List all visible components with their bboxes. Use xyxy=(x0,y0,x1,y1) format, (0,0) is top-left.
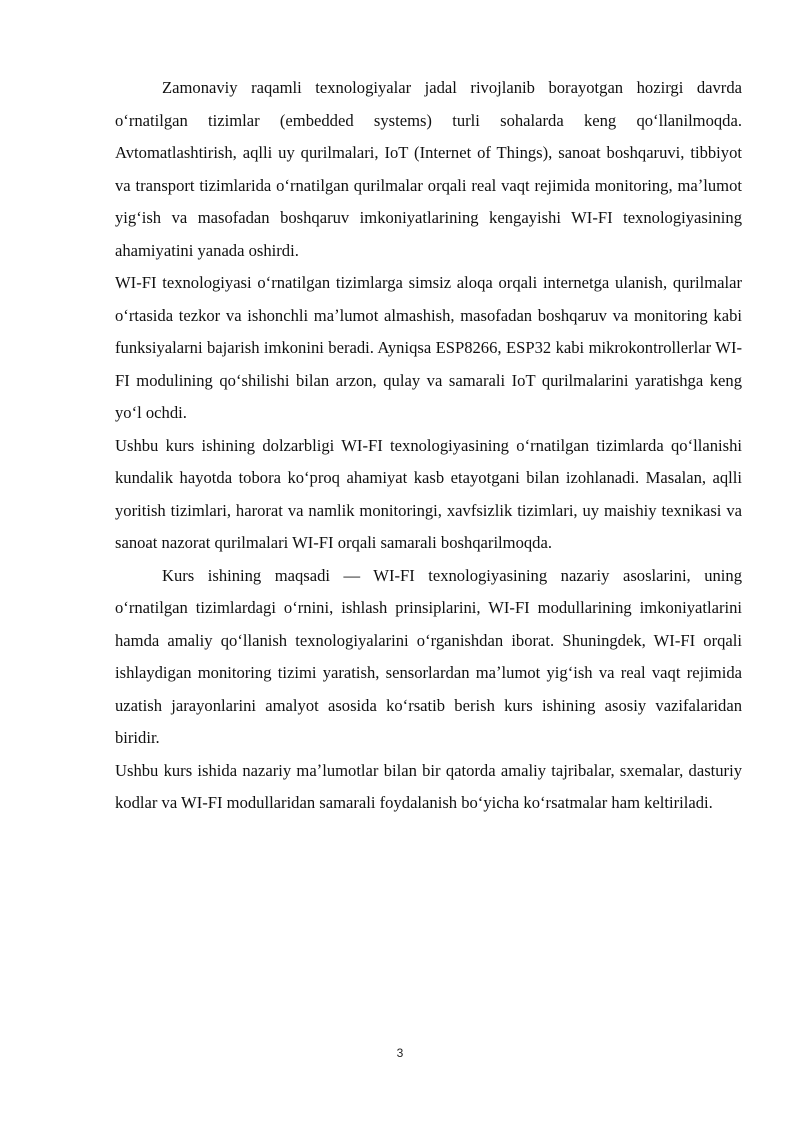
document-body xyxy=(115,72,742,820)
paragraph-goal: Kurs ishining maqsadi — WI-FI texnologiyasining nazariy asoslarini, uning oʻrnatilgan tizimlardagi oʻrnini, ishlash prinsiplarini, WI-FI modullarining imkoniyatlarini hamda amaliy qoʻllanish texnologiyalarini oʻrganishdan iborat. Shuningdek, WI-FI orqali ishlaydigan monitoring tizimi yaratish, sensorlardan maʼlumot yigʻish va real vaqt rejimida uzatish jarayonlarini amalyot asosida koʻrsatib berish kurs ishining asosiy vazifalaridan biridir. xyxy=(115,565,742,747)
page-number: 3 xyxy=(396,1046,404,1060)
paragraph-wifi-technology: WI-FI texnologiyasi oʻrnatilgan tizimlarga simsiz aloqa orqali internetga ulanish, qurilmalar oʻrtasida tezkor va ishonchli maʼlumot almashish, masofadan boshqaruv va monitoring kabi funksiyalarni bajarish imkonini beradi. Ayniqsa ESP8266, ESP32 kabi mikrokontrollerlar WI-FI modulining qoʻshilishi bilan arzon, qulay va samarali IoT qurilmalarini yaratishga keng yoʻl ochdi. xyxy=(115,273,742,422)
paragraph-intro: Zamonaviy raqamli texnologiyalar jadal rivojlanib borayotgan hozirgi davrda oʻrnatilgan tizimlar (embedded systems) turli sohalarda keng qoʻllanilmoqda. Avtomatlashtirish, aqlli uy qurilmalari, IoT (Internet of Things), sanoat boshqaruvi, tibbiyot va transport tizimlarida oʻrnatilgan qurilmalar orqali real vaqt rejimida monitoring, maʼlumot yigʻish va masofadan boshqaruv imkoniyatlarining kengayishi WI-FI texnologiyasining ahamiyatini yanada oshirdi. xyxy=(115,78,742,260)
paragraph-relevance: Ushbu kurs ishining dolzarbligi WI-FI texnologiyasining oʻrnatilgan tizimlarda qoʻllanishi kundalik hayotda tobora koʻproq ahamiyat kasb etayotgani bilan izohlanadi. Masalan, aqlli yoritish tizimlari, harorat va namlik monitoringi, xavfsizlik tizimlari, uy maishiy texnikasi va sanoat nazorat qurilmalari WI-FI orqali samarali boshqarilmoqda. xyxy=(115,435,742,552)
paragraph-content: Ushbu kurs ishida nazariy maʼlumotlar bilan bir qatorda amaliy tajribalar, sxemalar, dasturiy kodlar va WI-FI modullaridan samarali foydalanish boʻyicha koʻrsatmalar ham keltiriladi. xyxy=(115,760,742,812)
